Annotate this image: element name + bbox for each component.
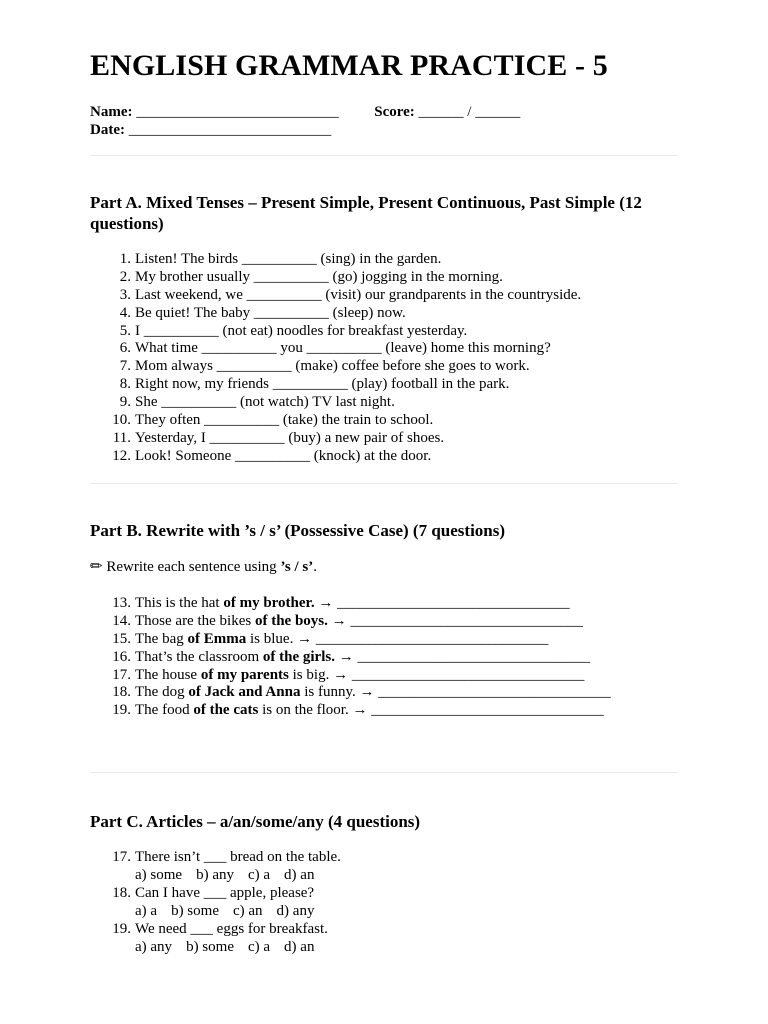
answer-option: a) a	[135, 903, 158, 919]
item-number: 17.	[112, 666, 131, 683]
list-item	[90, 594, 611, 612]
item-text: That’s the classroom	[135, 648, 263, 665]
item-answer-blank: is big. → _______________________________	[288, 666, 585, 683]
item-text: Right now, my friends __________ (play) football in the park.	[135, 376, 510, 393]
part-a-list	[90, 250, 581, 465]
item-bold-phrase: of the girls.	[262, 648, 335, 665]
list-item	[90, 683, 611, 701]
answer-option: c) an	[232, 903, 263, 919]
item-text: The bag	[135, 630, 188, 647]
item-answer-blank: → _______________________________	[314, 595, 570, 611]
item-question: Can I have ___ apple, please?	[135, 885, 315, 901]
instruction-end: .	[313, 559, 317, 575]
list-item	[90, 848, 341, 884]
item-bold-phrase: of the cats	[193, 702, 259, 719]
item-text: This is the hat	[135, 595, 224, 611]
item-text: The food	[135, 702, 194, 719]
list-item	[90, 701, 611, 719]
item-text: My brother usually __________ (go) jogging in the morning.	[135, 268, 503, 285]
answer-option: d) any	[276, 903, 315, 919]
item-bold-phrase: of Emma	[187, 630, 247, 647]
list-item	[90, 920, 341, 956]
date-line	[90, 121, 331, 139]
item-text: Be quiet! The baby __________ (sleep) now.	[135, 304, 406, 321]
list-item	[90, 339, 581, 357]
item-number: 7.	[119, 358, 131, 375]
item-number: 1.	[119, 251, 131, 267]
answer-options	[135, 938, 341, 956]
item-text: Those are the bikes	[135, 612, 255, 629]
date-label: Date:	[90, 122, 125, 138]
answer-option: b) some	[171, 903, 219, 919]
item-answer-blank: is on the floor. → _______________________________	[258, 702, 604, 719]
divider	[90, 155, 678, 156]
divider	[90, 483, 678, 484]
answer-option: c) a	[247, 867, 271, 883]
list-item	[90, 447, 581, 465]
item-text: The house	[135, 666, 201, 683]
item-text: The dog	[135, 684, 189, 701]
item-number: 14.	[112, 612, 131, 629]
pencil-icon: ✏	[90, 559, 103, 575]
item-answer-blank: is funny. → _______________________________	[300, 684, 611, 701]
item-text: Listen! The birds __________ (sing) in the garden.	[135, 251, 442, 267]
part-a-heading: Part A. Mixed Tenses – Present Simple, Present Continuous, Past Simple (12 questions)	[90, 193, 642, 233]
list-item	[90, 286, 581, 304]
instruction-bold: ’s / s’	[280, 559, 314, 575]
list-item	[90, 666, 611, 684]
instruction-text: Rewrite each sentence using	[102, 559, 281, 575]
answer-option: a) some	[135, 867, 183, 883]
item-question: We need ___ eggs for breakfast.	[135, 921, 328, 937]
item-text: She __________ (not watch) TV last night.	[135, 394, 395, 411]
list-item	[90, 612, 611, 630]
item-number: 19.	[112, 702, 131, 719]
list-item	[90, 393, 581, 411]
item-number: 3.	[119, 286, 131, 303]
answer-option: d) an	[284, 939, 315, 955]
answer-option: b) some	[186, 939, 234, 955]
list-item	[90, 884, 341, 920]
item-answer-blank: → _______________________________	[327, 612, 583, 629]
item-number: 8.	[119, 376, 131, 393]
answer-option: a) any	[135, 939, 173, 955]
list-item	[90, 322, 581, 340]
item-number: 18.	[112, 684, 131, 701]
list-item	[90, 429, 581, 447]
item-number: 5.	[119, 322, 131, 339]
item-answer-blank: → _______________________________	[334, 648, 590, 665]
item-text: I __________ (not eat) noodles for breakfast yesterday.	[135, 322, 468, 339]
item-number: 16.	[112, 648, 131, 665]
item-number: 2.	[119, 268, 131, 285]
name-score-line	[90, 103, 520, 121]
part-b-instruction	[90, 558, 317, 576]
item-number: 11.	[112, 429, 131, 446]
name-blank: ___________________________	[136, 104, 339, 120]
part-c-heading: Part C. Articles – a/an/some/any (4 questions)	[90, 812, 421, 831]
item-answer-blank: is blue. → _______________________________	[246, 630, 549, 647]
answer-option: b) any	[196, 867, 234, 883]
list-item	[90, 375, 581, 393]
answer-option: d) an	[284, 867, 315, 883]
score-label: Score:	[374, 104, 415, 120]
item-bold-phrase: of Jack and Anna	[188, 684, 301, 701]
item-number: 4.	[119, 304, 131, 321]
date-blank: ___________________________	[128, 122, 332, 138]
item-text: Mom always __________ (make) coffee before she goes to work.	[135, 358, 530, 375]
item-number: 19.	[112, 921, 131, 937]
item-number: 9.	[119, 394, 131, 411]
item-number: 12.	[112, 447, 131, 464]
list-item	[90, 250, 581, 268]
name-label: Name:	[90, 104, 133, 120]
item-bold-phrase: of my parents	[200, 666, 289, 683]
item-text: They often __________ (take) the train to school.	[135, 412, 434, 429]
answer-options	[135, 866, 341, 884]
part-b-list	[90, 594, 611, 719]
item-number: 17.	[112, 849, 131, 865]
item-number: 10.	[112, 412, 131, 429]
part-b-heading: Part B. Rewrite with ’s / s’ (Possessive Case) (7 questions)	[90, 521, 506, 540]
score-blank: ______ / ______	[418, 104, 521, 120]
item-bold-phrase: of my brother.	[223, 595, 315, 611]
list-item	[90, 357, 581, 375]
item-number: 15.	[112, 630, 131, 647]
item-text: What time __________ you __________ (leave) home this morning?	[135, 340, 551, 357]
item-text: Look! Someone __________ (knock) at the door.	[135, 447, 432, 464]
item-number: 13.	[112, 595, 131, 611]
list-item	[90, 268, 581, 286]
answer-option: c) a	[247, 939, 271, 955]
page-title: ENGLISH GRAMMAR PRACTICE - 5	[90, 49, 608, 82]
list-item	[90, 411, 581, 429]
divider	[90, 772, 678, 773]
item-number: 6.	[119, 340, 131, 357]
part-c-list	[90, 848, 341, 956]
item-question: There isn’t ___ bread on the table.	[135, 849, 341, 865]
list-item	[90, 304, 581, 322]
answer-options	[135, 902, 341, 920]
item-text: Last weekend, we __________ (visit) our grandparents in the countryside.	[135, 286, 582, 303]
item-bold-phrase: of the boys.	[254, 612, 328, 629]
item-text: Yesterday, I __________ (buy) a new pair of shoes.	[135, 429, 445, 446]
list-item	[90, 630, 611, 648]
list-item	[90, 648, 611, 666]
item-number: 18.	[112, 885, 131, 901]
